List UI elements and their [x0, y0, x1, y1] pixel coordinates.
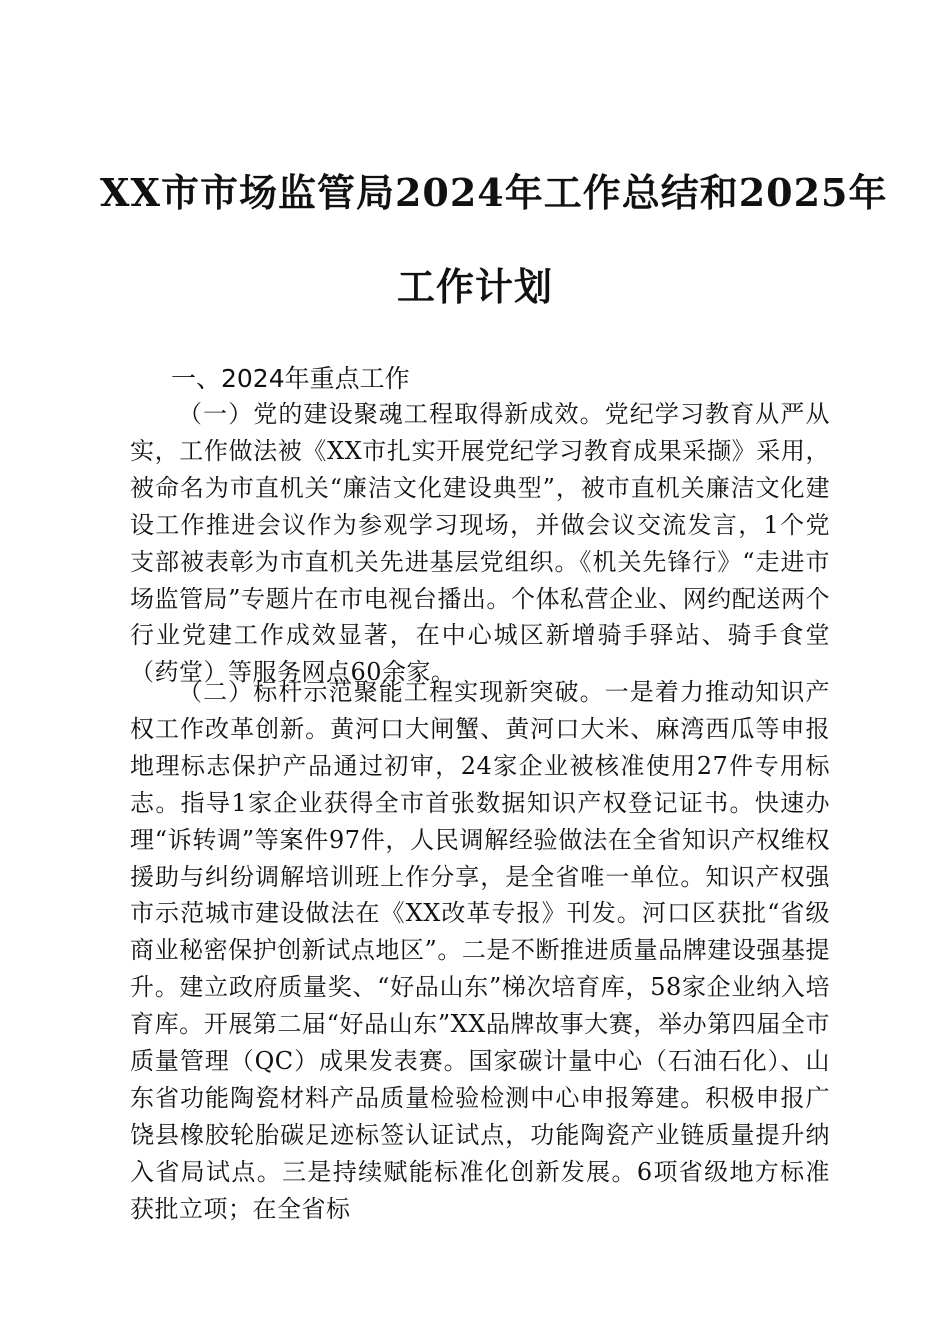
section-heading: 一、2024年重点工作 [171, 364, 410, 393]
paragraph-benchmark-demonstration: （二）标杆示范聚能工程实现新突破。一是着力推动知识产权工作改革创新。黄河口大闸蟹、黄河口大米、麻湾西瓜等申报地理标志保护产品通过初审，24家企业被核准使用27件专用标志。指导1家企业获得全市首张数据知识产权登记证书。快速办理“诉转调”等案件97件，人民调解经验做法在全省知识产权维权援助与纠纷调解培训班上作分享，是全省唯一单位。知识产权强市示范城市建设做法在《XX改革专报》刊发。河口区获批“省级商业秘密保护创新试点地区”。二是不断推进质量品牌建设强基提升。建立政府质量奖、“好品山东”梯次培育库，58家企业纳入培育库。开展第二届“好品山东”XX品牌故事大赛，举办第四届全市质量管理（QC）成果发表赛。国家碳计量中心（石油石化）、山东省功能陶瓷材料产品质量检验检测中心申报筹建。积极申报广饶县橡胶轮胎碳足迹标签认证试点，功能陶瓷产业链质量提升纳入省局试点。三是持续赋能标准化创新发展。6项省级地方标准获批立项；在全省标 [130, 678, 830, 1223]
document-title-line-2: 工作计划 [396, 264, 553, 309]
paragraph-party-building: （一）党的建设聚魂工程取得新成效。党纪学习教育从严从实，工作做法被《XX市扎实开展党纪学习教育成果采撷》采用，被命名为市直机关“廉洁文化建设典型”，被市直机关廉洁文化建设工作推进会议作为参观学习现场，并做会议交流发言，1个党支部被表彰为市直机关先进基层党组织。《机关先锋行》“走进市场监管局”专题片在市电视台播出。个体私营企业、网约配送两个行业党建工作成效显著，在中心城区新增骑手驿站、骑手食堂（药堂）等服务网点60余家。 [130, 400, 830, 687]
document-title-line-1: XX市市场监管局2024年工作总结和2025年 [100, 170, 888, 215]
